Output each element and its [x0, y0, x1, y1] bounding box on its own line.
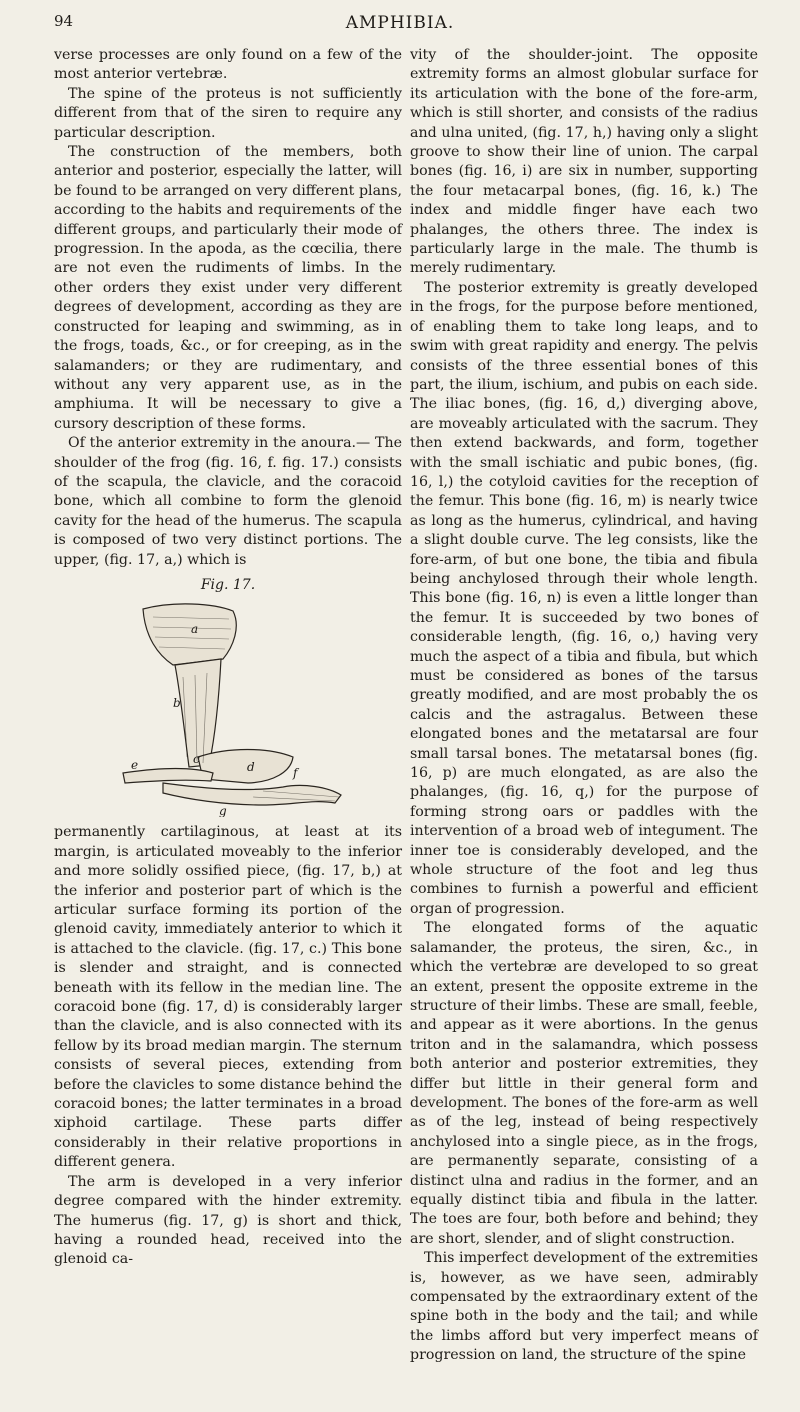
paragraph: vity of the shoulder-joint. The opposite extremity forms an almost globular surface for its articulation with the bone of the fore-arm, which is still shorter, and consists of the radius and ulna united, (fig. 17, h,) having only a slight groove to show their line of union. The carpal bones (fig. 16, i) are six in number, supporting the four metacarpal bones, (fig. 16, k.) The index and middle finger have each two phalanges, the others three. The index is particularly large in the male. The thumb is merely rudimentary. [410, 47, 758, 277]
paragraph: The elongated forms of the aquatic salamander, the proteus, the siren, &c., in which the vertebræ are developed to so great an extent, present the opposite extreme in the structure of their limbs. These are small, feeble, and appear as it were abortions. In the genus triton and in the salamandra, which possess both anterior and posterior extremities, they differ but little in their general form and development. The bones of the fore-arm as well as of the leg, instead of being respectively anchylosed into a single piece, as in the frogs, are permanently separate, consisting of a distinct ulna and radius in the former, and an equally distinct tibia and fibula in the latter. The toes are four, both before and behind; they are short, slender, and of slight construction. [410, 920, 758, 1247]
page-number: 94 [54, 12, 74, 30]
right-column [410, 46, 758, 1366]
paragraph: This imperfect development of the extremities is, however, as we have seen, admirably compensated by the extraordinary extent of the spine both in the body and the tail; and while the limbs afford but very imperfect means of progression on land, the structure of the spine [410, 1250, 758, 1364]
figure-letter: d [247, 760, 255, 775]
figure-letter: c [193, 752, 200, 767]
paragraph: Of the anterior extremity in the anoura.— The shoulder of the frog (fig. 16, f. fig. 17.) consists of the scapula, the clavicle, and the coracoid bone, which all combine to form the glenoid cavity for the head of the humerus. The scapula is composed of two very distinct portions. The upper, (fig. 17, a,) which is [54, 435, 402, 568]
paragraph: The construction of the members, both anterior and posterior, especially the latter, will be found to be arranged on very different plans, according to the habits and requirements of the different groups, and particularly their mode of progression. In the apoda, as the cœcilia, there are not even the rudiments of limbs. In the other orders they exist under very different degrees of development, according as they are constructed for leaping and swimming, as in the frogs, toads, &c., or for creeping, as in the salamanders; or they are rudimentary, and without any very apparent use, as in the amphiuma. It will be necessary to give a cursory description of these forms. [54, 144, 402, 432]
figure-letter: g [219, 804, 227, 818]
figure-letter: f [293, 766, 298, 781]
left-column [54, 46, 402, 1270]
paragraph: permanently cartilaginous, at least at its margin, is articulated moveably to the inferior and more solidly ossified piece, (fig. 17, b,) at the inferior and posterior part of which is the articular surface forming its portion of the glenoid cavity, immediately anterior to which it is attached to the clavicle. (fig. 17, c.) This bone is slender and straight, and is connected beneath with its fellow in the median line. The coracoid bone (fig. 17, d) is considerably larger than the clavicle, and is also connected with its fellow by its broad median margin. The sternum consists of several pieces, extending from before the clavicles to some distance behind the coracoid bones; the latter terminates in a broad xiphoid cartilage. These parts differ considerably in their relative proportions in different genera. [54, 824, 402, 1171]
figure-letter: e [131, 758, 139, 773]
scapula-lower [175, 659, 221, 767]
running-title: AMPHIBIA. [345, 13, 455, 33]
figure-caption: Fig. 17. [200, 576, 256, 593]
figure-17-illustration [103, 597, 353, 817]
paragraph: The arm is developed in a very inferior degree compared with the hinder extremity. The humerus (fig. 17, g) is short and thick, having a rounded head, received into the glenoid ca- [54, 1173, 402, 1268]
paragraph: verse processes are only found on a few of the most anterior vertebræ. [54, 47, 402, 83]
scapula-upper [143, 604, 236, 665]
paragraph: The posterior extremity is greatly developed in the frogs, for the purpose before mentioned, of enabling them to take long leaps, and to swim with great rapidity and energy. The pelvis consists of the three essential bones of this part, the ilium, ischium, and pubis on each side. The iliac bones, (fig. 16, d,) diverging above, are moveably articulated with the sacrum. They then extend backwards, and form, together with the small ischiatic and pubic bones, (fig. 16, l,) the cotyloid cavities for the reception of the femur. This bone (fig. 16, m) is nearly twice as long as the humerus, cylindrical, and having a slight double curve. The leg consists, like the fore-arm, of but one bone, the tibia and fibula being anchylosed through their whole length. This bone (fig. 16, n) is even a little longer than the femur. It is succeeded by two bones of considerable length, (fig. 16, o,) having very much the aspect of a tibia and fibula, but which must be considered as bones of the tarsus greatly modified, and are most probably the os calcis and the astragalus. Between these elongated bones and the metatarsal are four small tarsal bones. The metatarsal bones (fig. 16, p) are much elongated, as are also the phalanges, (fig. 16, q,) for the purpose of forming strong oars or paddles with the intervention of a broad web of integument. The inner toe is considerably developed, and the whole structure of the foot and leg thus combines to furnish a powerful and efficient organ of progression. [410, 279, 758, 917]
paragraph: The spine of the proteus is not sufficiently different from that of the siren to require any particular description. [54, 85, 402, 141]
humerus [163, 783, 341, 805]
figure-letter: a [191, 622, 199, 637]
figure-letter: b [173, 696, 181, 711]
